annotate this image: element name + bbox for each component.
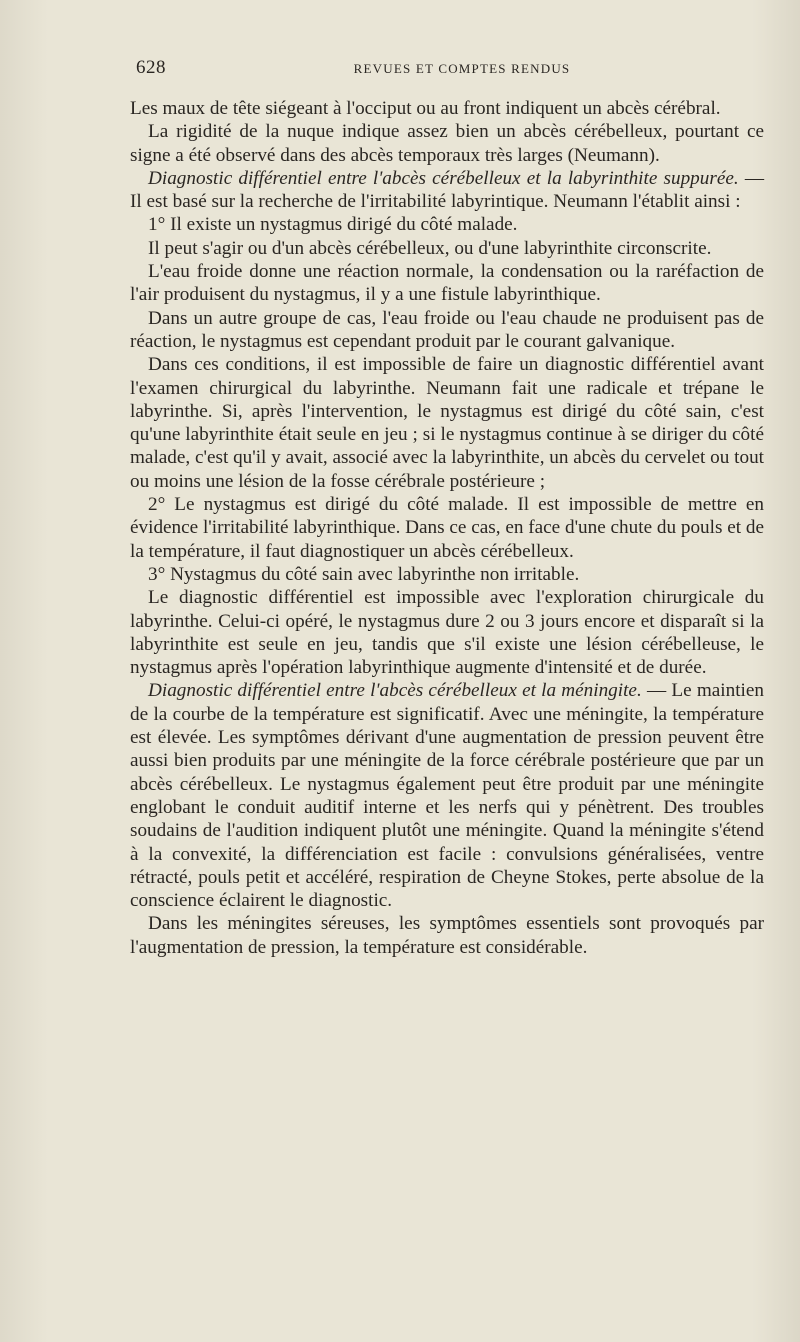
- paragraph: [130, 213, 764, 236]
- paragraph: [130, 260, 764, 307]
- paragraph-text: Dans un autre groupe de cas, l'eau froide ou l'eau chaude ne produisent pas de réaction, le nystagmus est cependant produit par le courant galvanique.: [130, 307, 764, 352]
- paragraph: [130, 493, 764, 563]
- paragraph-text: Dans les méningites séreuses, les symptômes essentiels sont provoqués par l'augmentation de pression, la température est considérable.: [130, 913, 764, 958]
- paragraph: [130, 563, 764, 586]
- paragraph: [130, 912, 764, 959]
- paragraph: [130, 679, 764, 912]
- paragraph-text: Il peut s'agir ou d'un abcès cérébelleux, ou d'une labyrinthite circonscrite.: [148, 237, 712, 259]
- paragraph: [130, 586, 764, 679]
- page-number: 628: [136, 57, 166, 78]
- page-header: [136, 57, 764, 83]
- running-title: REVUES ET COMPTES RENDUS: [353, 61, 571, 76]
- paragraph: [130, 307, 764, 354]
- paragraph-text: Dans ces conditions, il est impossible de faire un diagnostic différentiel avant l'examen chirurgical du labyrinthe. Neumann fait une radicale et trépane le labyrinthe. Si, après l'intervention, le nystagmus est dirigé du côté sain, c'est qu'une labyrinthite était seule en jeu ; si le nystagmus continue à se diriger du côté malade, c'est qu'il y avait, associé avec la labyrinthite, un abcès du cervelet ou tout ou moins une lésion de la fosse cérébrale postérieure ;: [130, 354, 765, 492]
- section-heading-italic: Diagnostic différentiel entre l'abcès cérébelleux et la méningite.: [148, 680, 642, 702]
- paragraph-text: 3° Nystagmus du côté sain avec labyrinthe non irritable.: [148, 563, 580, 585]
- section-heading-italic: Diagnostic différentiel entre l'abcès cérébelleux et la labyrinthite suppurée.: [148, 167, 739, 189]
- paragraph-text: — Il est basé sur la recherche de l'irritabilité labyrintique. Neumann l'établit ainsi :: [130, 167, 765, 213]
- paragraph: [130, 97, 764, 120]
- paragraph-text: Les maux de tête siégeant à l'occiput ou au front indiquent un abcès cérébral.: [130, 98, 721, 119]
- paragraph-text: 1° Il existe un nystagmus dirigé du côté malade.: [148, 214, 518, 236]
- paragraph-text: L'eau froide donne une réaction normale, la condensation ou la raréfaction de l'air produisent du nystagmus, il y a une fistule labyrinthique.: [130, 261, 764, 306]
- paragraph: [130, 353, 764, 493]
- paragraph: [130, 120, 764, 167]
- paragraph-text: — Le maintien de la courbe de la température est significatif. Avec une méningite, la température est élevée. Les symptômes dérivant d'une augmentation de pression peuvent être aussi bien produits par une méningite de la force cérébrale postérieure que par un abcès cérébelleux. Le nystagmus également peut être produit par une méningite englobant le conduit auditif interne et les nerfs qui y pénètrent. Des troubles soudains de l'audition indiquent plutôt une méningite. Quand la méningite s'étend à la convexité, la différenciation est facile : convulsions généralisées, ventre rétracté, pouls petit et accéléré, respiration de Cheyne Stokes, perte absolue de la conscience éclairent le diagnostic.: [130, 680, 764, 912]
- paragraph-text: Le diagnostic différentiel est impossible avec l'exploration chirurgicale du labyrinthe. Celui-ci opéré, le nystagmus dure 2 ou 3 jours encore et disparaît si la labyrinthite est seule en jeu, tandis que s'il existe une lésion cérébelleuse, le nystagmus après l'opération labyrinthique augmente d'intensité et de durée.: [130, 587, 764, 679]
- paragraph-text: 2° Le nystagmus est dirigé du côté malade. Il est impossible de mettre en évidence l'irritabilité labyrinthique. Dans ce cas, en face d'une chute du pouls et de la température, il faut diagnostiquer un abcès cérébelleux.: [130, 494, 764, 562]
- paragraph: [130, 167, 764, 214]
- paragraph-text: La rigidité de la nuque indique assez bien un abcès cérébelleux, pourtant ce signe a été observé dans des abcès temporaux très larges (Neumann).: [130, 121, 764, 166]
- paragraph: [130, 237, 764, 260]
- article-body: [130, 97, 764, 959]
